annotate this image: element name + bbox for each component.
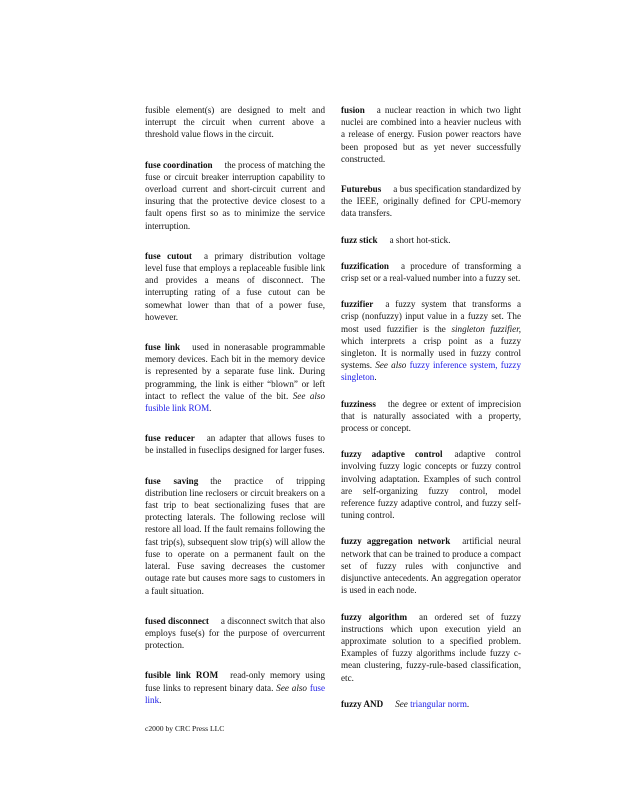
definition: a procedure of transforming a crisp set or a real-valued number into a fuzzy set. [341, 260, 521, 284]
copyright-footer: c2000 by CRC Press LLC [145, 724, 225, 733]
term: fuse link [145, 342, 181, 353]
entry-fuzzification [341, 260, 521, 284]
right-column [341, 104, 521, 710]
term: fuzzy aggregation network [341, 536, 451, 547]
term: fuzzifier [341, 299, 374, 310]
definition: the degree or extent of imprecision that is naturally associated with a property, process or concept. [341, 398, 521, 434]
definition: fusible element(s) are designed to melt and interrupt the circuit when current above a threshold value flows in the circuit. [145, 105, 325, 140]
entry-fusion [341, 104, 521, 165]
see-label: See [395, 698, 408, 709]
definition: a fuzzy system that transforms a crisp (nonfuzzy) input value in a fuzzy set. The most used fuzzifier is the [341, 299, 521, 334]
definition: a disconnect switch that also employs fuse(s) for the purpose of overcurrent protection. [145, 615, 325, 651]
definition-continued: which interprets a crisp point as a fuzzy singleton. It is normally used in fuzzy control systems. [341, 335, 521, 371]
cross-reference-link[interactable]: fuzzy inference system, fuzzy singleton [341, 360, 521, 383]
term: fuzzy AND [341, 698, 384, 709]
left-column [145, 104, 325, 706]
see-also-label: See also [276, 682, 307, 693]
punctuation: . [374, 372, 377, 383]
term: fuzzy adaptive control [341, 449, 443, 460]
term: fusible link ROM [145, 670, 219, 681]
term: fuzziness [341, 398, 376, 409]
entry-fuse-link [145, 341, 325, 414]
definition: a bus specification standardized by the IEEE, originally defined for CPU-memory data transfers. [341, 184, 521, 219]
definition: read-only memory using fuse links to represent binary data. [145, 670, 325, 693]
term: fuse saving [145, 475, 199, 486]
definition-italic: singleton fuzzifier, [451, 323, 521, 334]
definition: an ordered set of fuzzy instructions which upon execution yield an approximate solution to a specified problem. Examples of fuzzy algorithms include fuzzy c-mean clustering, fuzzy-rule-based classification, etc. [341, 611, 521, 683]
punctuation: . [209, 403, 212, 414]
term: fuse coordination [145, 159, 213, 170]
term: fuzzification [341, 260, 389, 271]
entry-fused-disconnect [145, 615, 325, 652]
entry-fuzzifier [341, 298, 521, 383]
definition: adaptive control involving fuzzy logic concepts or fuzzy control involving adaptation. Examples of such control are self-organizing fuzzy control, model reference fuzzy adaptive control, and fuzzy self-tuning control. [341, 449, 521, 521]
term: fuzzy algorithm [341, 611, 408, 622]
entry-fuzzy-adaptive-control [341, 448, 521, 521]
term: fused disconnect [145, 615, 209, 626]
entry-fuzzy-and [341, 698, 521, 710]
definition: an adapter that allows fuses to be installed in fuseclips designed for larger fuses. [145, 433, 325, 456]
entry-fuse-cutout [145, 250, 325, 323]
term: fuse cutout [145, 250, 192, 261]
term: Futurebus [341, 184, 382, 195]
entry-fuzziness [341, 398, 521, 435]
entry-fuse-coordination [145, 159, 325, 232]
see-also-label: See also [375, 360, 407, 371]
entry-continuation [145, 104, 325, 141]
term: fuzz stick [341, 234, 378, 245]
definition: a primary distribution voltage level fuse that employs a replaceable fusible link and provides a means of disconnect. The interrupting rating of a fuse cutout can be somewhat lower than that of a power fuse, however. [145, 250, 325, 322]
punctuation: . [159, 694, 162, 705]
entry-fuse-reducer [145, 432, 325, 456]
see-also-label: See also [292, 390, 325, 401]
entry-fusible-link-rom [145, 669, 325, 706]
cross-reference-link[interactable]: triangular norm [410, 698, 467, 709]
definition: a nuclear reaction in which two light nuclei are combined into a heavier nucleus with a release of energy. Fusion power reactors have been proposed but as yet never successfully constructed. [341, 105, 521, 164]
entry-fuse-saving [145, 475, 325, 597]
term: fuse reducer [145, 433, 195, 444]
definition: used in nonerasable programmable memory devices. Each bit in the memory device is represented by a separate fuse link. During programming, the link is either “blown” or left intact to reflect the value of the bit. [145, 342, 325, 401]
entry-fuzz-stick [341, 234, 521, 246]
entry-futurebus [341, 183, 521, 220]
entry-fuzzy-algorithm [341, 611, 521, 684]
definition: the process of matching the fuse or circuit breaker interruption capability to overload current and short-circuit current and insuring that the protective device closest to a fault opens first so as to minimize the service interruption. [145, 159, 325, 231]
definition: the practice of tripping distribution line reclosers or circuit breakers on a fast trip to beat sectionalizing fuses that are protecting laterals. The following reclose will restore all load. If the fault remains following the fast trip(s), subsequent slow trip(s) will allow the fuse to operate on a permanent fault on the lateral. Fuse saving decreases the customer outage rate but causes more sags to customers in a fault situation. [145, 475, 326, 596]
definition: artificial neural network that can be trained to produce a compact set of fuzzy rules with conjunctive and disjunctive antecedents. An aggregation operator is used in each node. [341, 536, 521, 596]
cross-reference-link[interactable]: fusible link ROM [145, 403, 210, 414]
term: fusion [341, 105, 365, 115]
definition: a short hot-stick. [389, 234, 451, 245]
punctuation: . [466, 698, 470, 709]
cross-reference-link[interactable]: fuse link [145, 682, 325, 705]
entry-fuzzy-aggregation-network [341, 535, 521, 596]
